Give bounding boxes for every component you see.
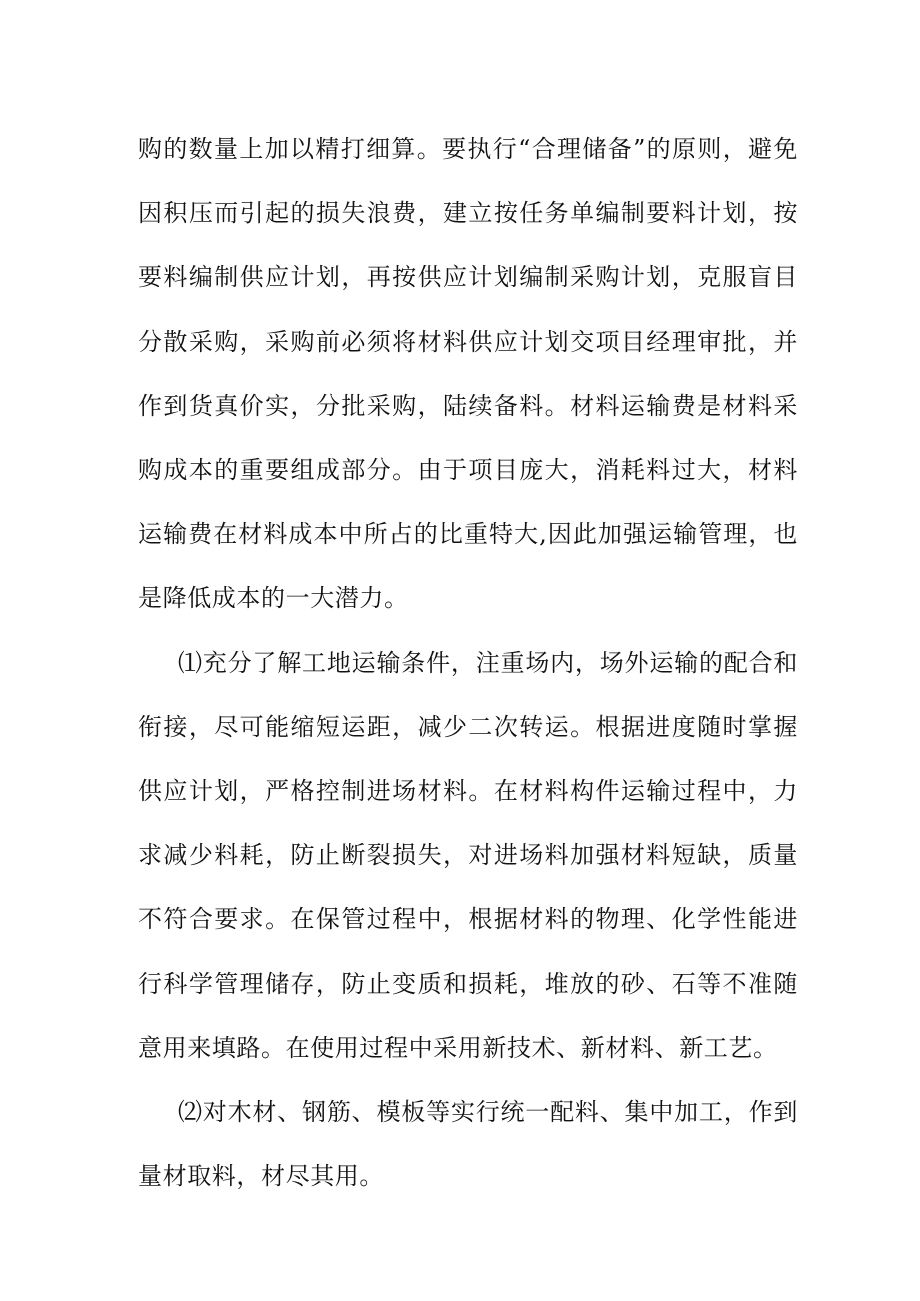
paragraph-item-1: ⑴充分了解工地运输条件，注重场内，场外运输的配合和衔接，尽可能缩短运距，减少二次转运。根据进度随时掌握供应计划，严格控制进场材料。在材料构件运输过程中，力求减少料耗，防止断裂损失，对进场料加强材料短缺，质量不符合要求。在保管过程中，根据材料的物理、化学性能进行科学管理储存，防止变质和损耗，堆放的砂、石等不准随意用来填路。在使用过程中采用新技术、新材料、新工艺。	[138, 648, 798, 1062]
paragraph-item-2: ⑵对木材、钢筋、模板等实行统一配料、集中加工，作到量材取料，材尽其用。	[138, 1098, 798, 1191]
paragraph-continuation: 购的数量上加以精打细算。要执行“合理储备”的原则，避免因积压而引起的损失浪费，建立按任务单编制要料计划，按要料编制供应计划，再按供应计划编制采购计划，克服盲目分散采购，采购前必须将材料供应计划交项目经理审批，并作到货真价实，分批采购，陆续备料。材料运输费是材料采购成本的重要组成部分。由于项目庞大，消耗料过大，材料运输费在材料成本中所占的比重特大,因此加强运输管理，也是降低成本的一大潜力。	[138, 135, 798, 613]
document-body	[138, 117, 798, 1208]
